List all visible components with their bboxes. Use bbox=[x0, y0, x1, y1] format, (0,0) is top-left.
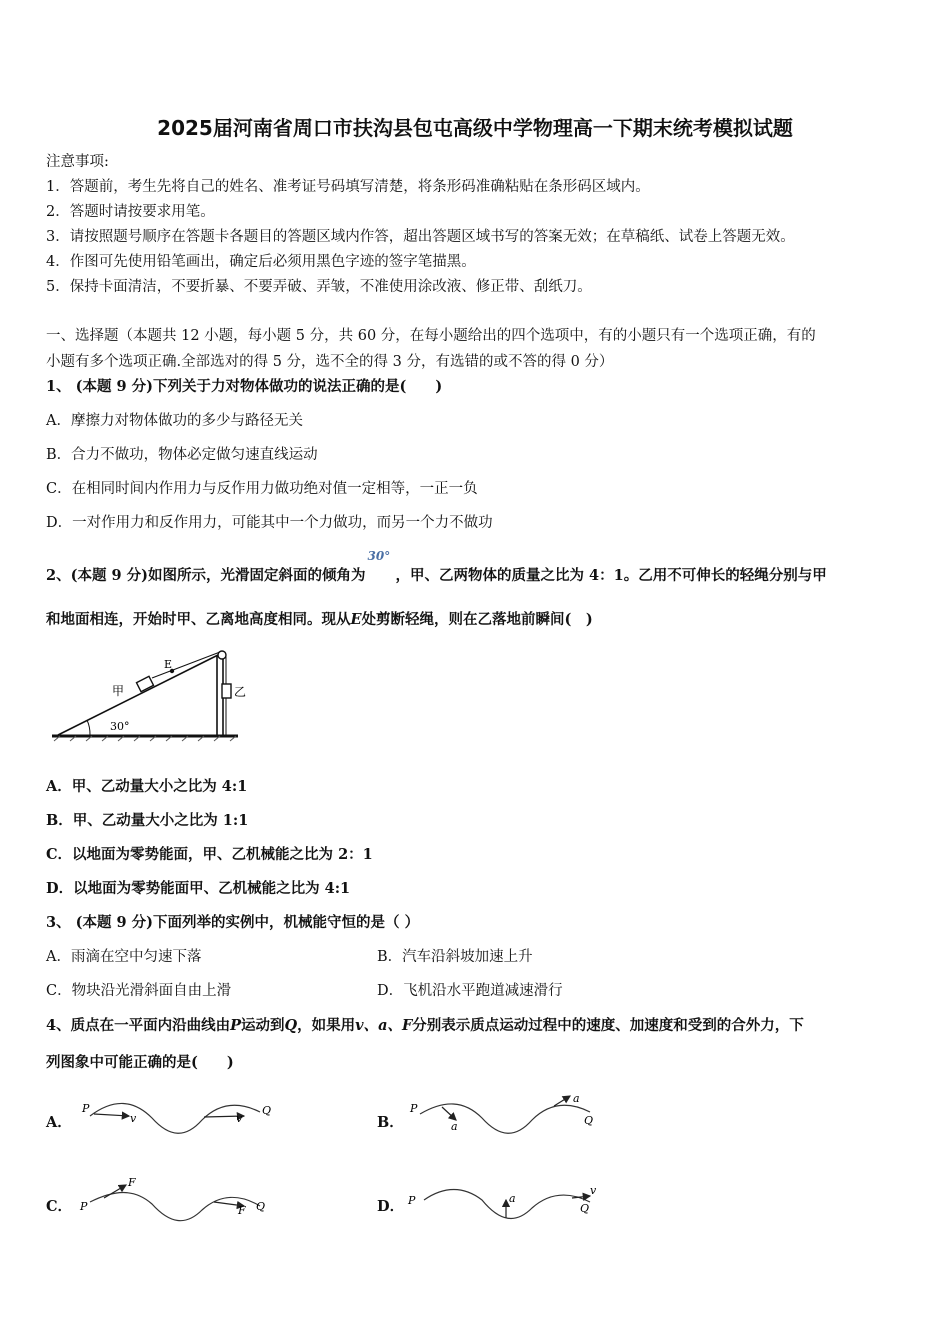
q4-point-q: Q bbox=[284, 1017, 298, 1034]
rope-to-pulley bbox=[152, 652, 220, 678]
q4-option-d-figure bbox=[404, 1172, 614, 1232]
page-title: 2025届河南省周口市扶沟县包屯高级中学物理高一下期末统考模拟试题 bbox=[157, 116, 793, 140]
label-yi: 乙 bbox=[234, 685, 246, 699]
incline-surface bbox=[58, 654, 220, 735]
q4-vars: v、a、F bbox=[355, 1017, 413, 1034]
label-vec1: a bbox=[451, 1120, 458, 1133]
curve-path bbox=[424, 1190, 590, 1219]
q2-option-a: A．甲、乙动量大小之比为 4:1 bbox=[46, 778, 248, 795]
q4-stem-line-1 bbox=[46, 1016, 804, 1036]
q2-stem-part-a: 2、(本题 9 分)如图所示，光滑固定斜面的倾角为 bbox=[46, 567, 366, 584]
q2-option-d: D．以地面为零势能面甲、乙机械能之比为 4:1 bbox=[46, 880, 351, 897]
acceleration-arrow-start bbox=[442, 1107, 456, 1120]
q1-option-b: B．合力不做功，物体必定做匀速直线运动 bbox=[46, 447, 318, 463]
q4-point-p: P bbox=[230, 1017, 241, 1034]
label-jia: 甲 bbox=[112, 684, 125, 698]
q4-stem-part-a: 4、质点在一平面内沿曲线由 bbox=[46, 1017, 231, 1034]
notice-item-4: 4．作图可先使用铅笔画出，确定后必须用黑色字迹的签字笔描黑。 bbox=[46, 254, 476, 270]
block-yi bbox=[222, 684, 231, 698]
q4-option-b-figure bbox=[404, 1090, 614, 1145]
q2-option-c: C．以地面为零势能面，甲、乙机械能之比为 2：1 bbox=[46, 846, 373, 863]
section-1-instructions-line-2: 小题有多个选项正确.全部选对的得 5 分，选不全的得 3 分，有选错的或不答的得 0 分） bbox=[46, 354, 614, 370]
label-end: Q bbox=[262, 1104, 272, 1117]
q4-stem-part-b: 运动到 bbox=[241, 1017, 285, 1034]
angle-arc bbox=[87, 720, 90, 735]
q4-option-c-figure bbox=[74, 1172, 284, 1232]
q4-option-c-label: C． bbox=[46, 1198, 73, 1215]
q3-option-b: B．汽车沿斜坡加速上升 bbox=[377, 949, 533, 965]
angle-symbol bbox=[366, 549, 396, 580]
label-end: Q bbox=[580, 1202, 590, 1215]
q2-option-b: B．甲、乙动量大小之比为 1:1 bbox=[46, 812, 249, 829]
label-vec1: F bbox=[128, 1176, 136, 1189]
q2-stem-line-1 bbox=[46, 549, 827, 586]
angle-value: 30° bbox=[367, 549, 391, 563]
label-e: E bbox=[164, 658, 173, 671]
q4-option-a-label: A． bbox=[46, 1114, 72, 1131]
label-vec2: v bbox=[236, 1112, 243, 1125]
section-1-instructions-line-1: 一、选择题（本题共 12 小题，每小题 5 分，共 60 分，在每小题给出的四个选项中，有的小题只有一个选项正确，有的 bbox=[46, 328, 816, 344]
label-start: P bbox=[410, 1102, 418, 1115]
q3-stem: 3、 (本题 9 分)下面列举的实例中，机械能守恒的是（ ） bbox=[46, 914, 420, 931]
q2-stem-line-2 bbox=[46, 610, 593, 630]
label-vec2: a bbox=[573, 1092, 580, 1105]
incline-figure bbox=[46, 644, 246, 744]
label-end: Q bbox=[584, 1114, 594, 1127]
notice-item-2: 2．答题时请按要求用笔。 bbox=[46, 204, 215, 220]
q2-stem2-part-a: 和地面相连，开始时甲、乙离地高度相同。现从 bbox=[46, 611, 351, 628]
curve-path bbox=[420, 1104, 590, 1133]
label-end: Q bbox=[256, 1200, 266, 1213]
q4-stem-part-d: 分别表示质点运动过程中的速度、加速度和受到的合外力，下 bbox=[412, 1017, 804, 1034]
q3-option-a: A．雨滴在空中匀速下落 bbox=[46, 949, 202, 965]
notice-item-1: 1．答题前，考生先将自己的姓名、准考证号码填写清楚，将条形码准确粘贴在条形码区域内。 bbox=[46, 179, 650, 195]
notice-item-3: 3．请按照题号顺序在答题卡各题目的答题区域内作答，超出答题区域书写的答案无效；在草稿纸、试卷上答题无效。 bbox=[46, 229, 795, 245]
q2-stem-part-b: ，甲、乙两物体的质量之比为 4：1。乙用不可伸长的轻绳分别与甲 bbox=[395, 567, 827, 584]
label-vec2: v bbox=[590, 1184, 597, 1197]
q1-stem: 1、 (本题 9 分)下列关于力对物体做功的说法正确的是( ) bbox=[46, 378, 443, 395]
curve-path bbox=[90, 1103, 260, 1133]
label-start: P bbox=[408, 1194, 416, 1207]
notice-heading: 注意事项: bbox=[46, 154, 109, 170]
label-start: P bbox=[80, 1200, 88, 1213]
label-start: P bbox=[82, 1102, 90, 1115]
q4-stem-line-2: 列图象中可能正确的是( ) bbox=[46, 1054, 234, 1071]
label-vec2: F bbox=[238, 1204, 246, 1217]
force-arrow-start bbox=[104, 1185, 126, 1198]
acceleration-arrow-end bbox=[554, 1096, 570, 1106]
q4-option-a-figure bbox=[74, 1090, 284, 1145]
velocity-arrow-start bbox=[94, 1114, 129, 1116]
q4-option-d-label: D． bbox=[377, 1198, 405, 1215]
q3-option-c: C．物块沿光滑斜面自由上滑 bbox=[46, 983, 232, 999]
curve-path bbox=[90, 1193, 260, 1221]
q4-stem-part-c: ，如果用 bbox=[297, 1017, 356, 1034]
q1-option-d: D．一对作用力和反作用力，可能其中一个力做功，而另一个力不做功 bbox=[46, 515, 493, 531]
q1-option-c: C．在相同时间内作用力与反作用力做功绝对值一定相等，一正一负 bbox=[46, 481, 478, 497]
label-vec1: a bbox=[509, 1192, 516, 1205]
q4-option-b-label: B． bbox=[377, 1114, 404, 1131]
q2-cut-point-e: E bbox=[350, 611, 362, 628]
notice-item-5: 5．保持卡面清洁，不要折暴、不要弄破、弄皱，不准使用涂改液、修正带、刮纸刀。 bbox=[46, 279, 592, 295]
label-vec1: v bbox=[130, 1112, 137, 1125]
q1-option-a: A．摩擦力对物体做功的多少与路径无关 bbox=[46, 413, 303, 429]
q3-option-d: D．飞机沿水平跑道减速滑行 bbox=[377, 983, 563, 999]
label-angle: 30° bbox=[110, 720, 130, 733]
q2-stem2-part-b: 处剪断轻绳，则在乙落地前瞬间( ) bbox=[361, 611, 593, 628]
